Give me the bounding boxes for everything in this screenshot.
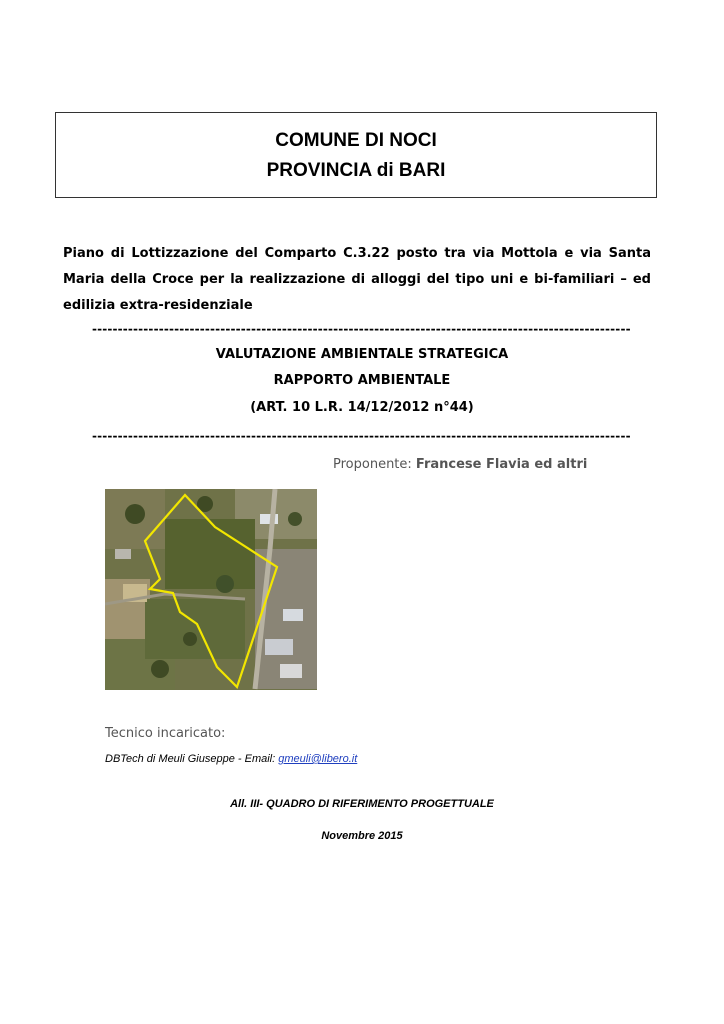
report-subtitle: RAPPORTO AMBIENTALE	[273, 373, 451, 388]
report-title: VALUTAZIONE AMBIENTALE STRATEGICA	[215, 347, 509, 362]
aerial-photo	[105, 489, 317, 690]
project-description: Piano di Lottizzazione del Comparto C.3.22 posto tra via Mottola e via Santa Maria della Croce per la realizzazione di alloggi del tipo uni e bi-familiari – ed edilizia extra-residenziale	[63, 246, 651, 313]
province-title: PROVINCIA di BARI	[266, 160, 446, 181]
municipality-title: COMUNE DI NOCI	[275, 130, 437, 151]
technician-label: Tecnico incaricato:	[105, 726, 226, 741]
document-date: Novembre 2015	[321, 830, 403, 842]
separator-bottom: ---------------------------------------------------------------------------------------------------------	[92, 429, 631, 443]
proponent-name: Francese Flavia ed altri	[415, 457, 588, 472]
title-box	[55, 112, 657, 198]
technician-details	[105, 753, 357, 765]
proponent	[333, 457, 587, 472]
proponent-label: Proponente:	[333, 457, 412, 472]
email-link[interactable]: gmeuli@libero.it	[278, 753, 358, 765]
technician-name: DBTech di Meuli Giuseppe - Email:	[105, 753, 276, 765]
law-reference: (ART. 10 L.R. 14/12/2012 n°44)	[250, 400, 474, 415]
separator-top: ---------------------------------------------------------------------------------------------------------	[92, 322, 631, 336]
attachment-title: All. III- QUADRO DI RIFERIMENTO PROGETTUALE	[230, 798, 494, 810]
